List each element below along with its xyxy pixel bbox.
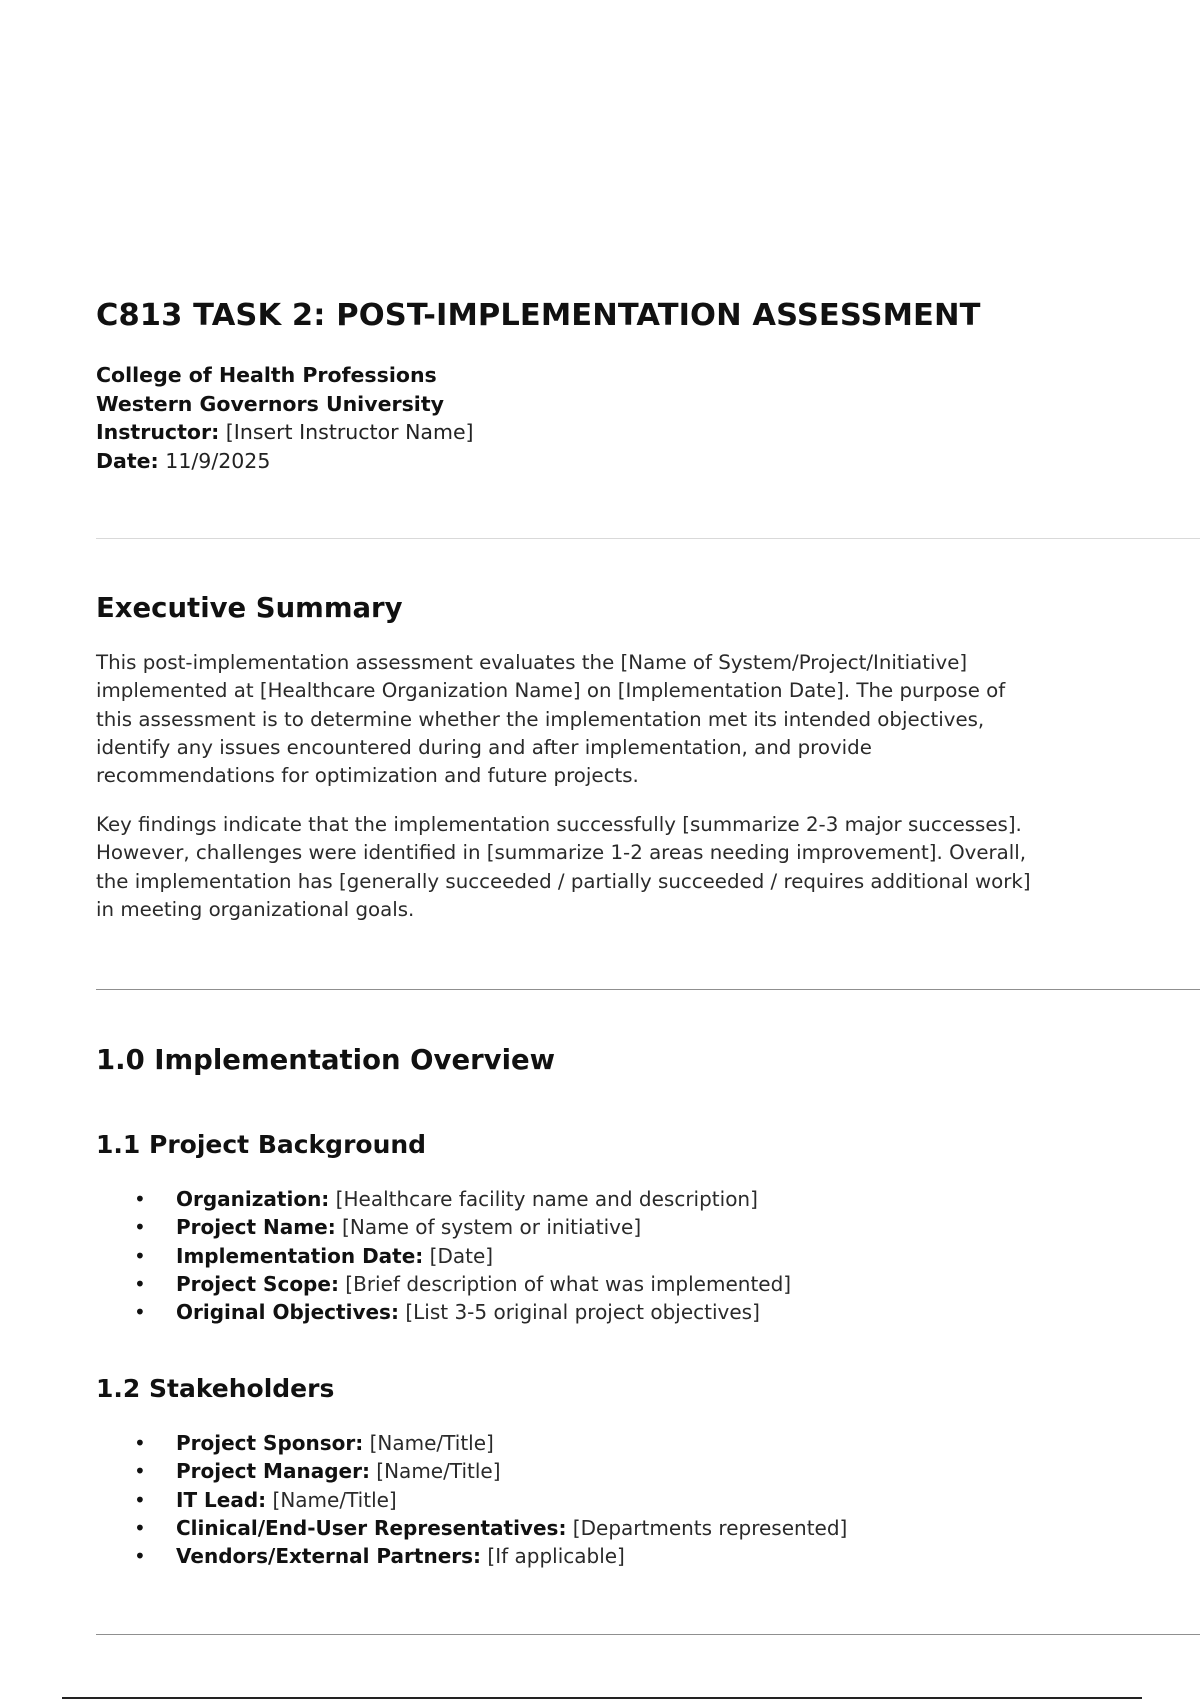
item-label: Organization: — [176, 1187, 330, 1211]
item-label: Project Name: — [176, 1215, 336, 1240]
item-value: [Name/Title] — [369, 1459, 501, 1484]
item-value: [List 3-5 original project objectives] — [398, 1300, 760, 1325]
item-label: Clinical/End-User Representatives: — [176, 1515, 567, 1540]
paragraph-line: implemented at [Healthcare Organization Name] on [Implementation Date]. The purpose of — [96, 679, 1006, 703]
document-page — [96, 0, 1200, 1700]
project-background-list — [96, 1185, 791, 1326]
item-value: [If applicable] — [481, 1544, 625, 1569]
document-title: C813 TASK 2: POST-IMPLEMENTATION ASSESSMENT — [96, 298, 981, 333]
executive-summary-heading: Executive Summary — [96, 592, 403, 624]
paragraph-line: this assessment is to determine whether the implementation met its intended objectives, — [96, 707, 985, 731]
instructor-label: Instructor: — [96, 420, 220, 444]
list-item — [96, 1213, 791, 1241]
college-name: College of Health Professions — [96, 363, 437, 387]
list-item — [96, 1457, 847, 1485]
paragraph-line: identify any issues encountered during and after implementation, and provide — [96, 735, 872, 759]
project-background-heading: 1.1 Project Background — [96, 1130, 427, 1159]
list-item — [96, 1242, 791, 1270]
item-label: Vendors/External Partners: — [176, 1544, 482, 1569]
item-label: Implementation Date: — [176, 1243, 424, 1268]
instructor-line — [96, 418, 474, 447]
date-label: Date: — [96, 448, 159, 473]
paragraph-line: the implementation has [generally succeeded / partially succeeded / requires additional work] — [96, 869, 1031, 893]
item-value: [Departments represented] — [566, 1515, 848, 1540]
item-label: Project Manager: — [176, 1459, 370, 1484]
document-meta — [96, 361, 474, 475]
paragraph-line: in meeting organizational goals. — [96, 897, 415, 921]
item-label: Project Scope: — [176, 1271, 339, 1296]
item-value: [Name/Title] — [363, 1431, 494, 1455]
item-label: Original Objectives: — [176, 1300, 399, 1325]
item-value: [Healthcare facility name and description] — [329, 1187, 758, 1211]
implementation-overview-heading: 1.0 Implementation Overview — [96, 1044, 556, 1076]
section-divider — [96, 1634, 1200, 1635]
paragraph-line: This post-implementation assessment evaluates the [Name of System/Project/Initiative] — [96, 651, 968, 674]
list-item — [96, 1270, 791, 1298]
section-divider — [96, 989, 1200, 990]
university-name: Western Governors University — [96, 391, 444, 416]
list-item — [96, 1429, 847, 1457]
paragraph-line: recommendations for optimization and future projects. — [96, 764, 639, 788]
list-item — [96, 1298, 791, 1326]
item-label: Project Sponsor: — [176, 1431, 364, 1455]
item-value: [Name/Title] — [266, 1487, 397, 1512]
executive-summary-paragraph-1 — [96, 649, 1200, 790]
section-divider — [96, 538, 1200, 539]
list-item — [96, 1514, 847, 1542]
date-value: 11/9/2025 — [158, 448, 271, 473]
item-label: IT Lead: — [176, 1487, 267, 1512]
executive-summary-paragraph-2 — [96, 811, 1200, 924]
list-item — [96, 1542, 847, 1570]
date-line — [96, 447, 474, 476]
paragraph-line: Key findings indicate that the implementation successfully [summarize 2-3 major successes]. — [96, 813, 1022, 836]
list-item — [96, 1185, 791, 1213]
paragraph-line: However, challenges were identified in [summarize 1-2 areas needing improvement]. Overall, — [96, 841, 1027, 865]
item-value: [Name of system or initiative] — [335, 1215, 642, 1240]
stakeholders-heading: 1.2 Stakeholders — [96, 1374, 335, 1403]
list-item — [96, 1486, 847, 1514]
item-value: [Brief description of what was implemented] — [338, 1271, 792, 1296]
stakeholders-list — [96, 1429, 847, 1570]
page-bottom-border — [62, 1697, 1142, 1699]
instructor-value: [Insert Instructor Name] — [219, 420, 474, 444]
item-value: [Date] — [423, 1243, 494, 1268]
